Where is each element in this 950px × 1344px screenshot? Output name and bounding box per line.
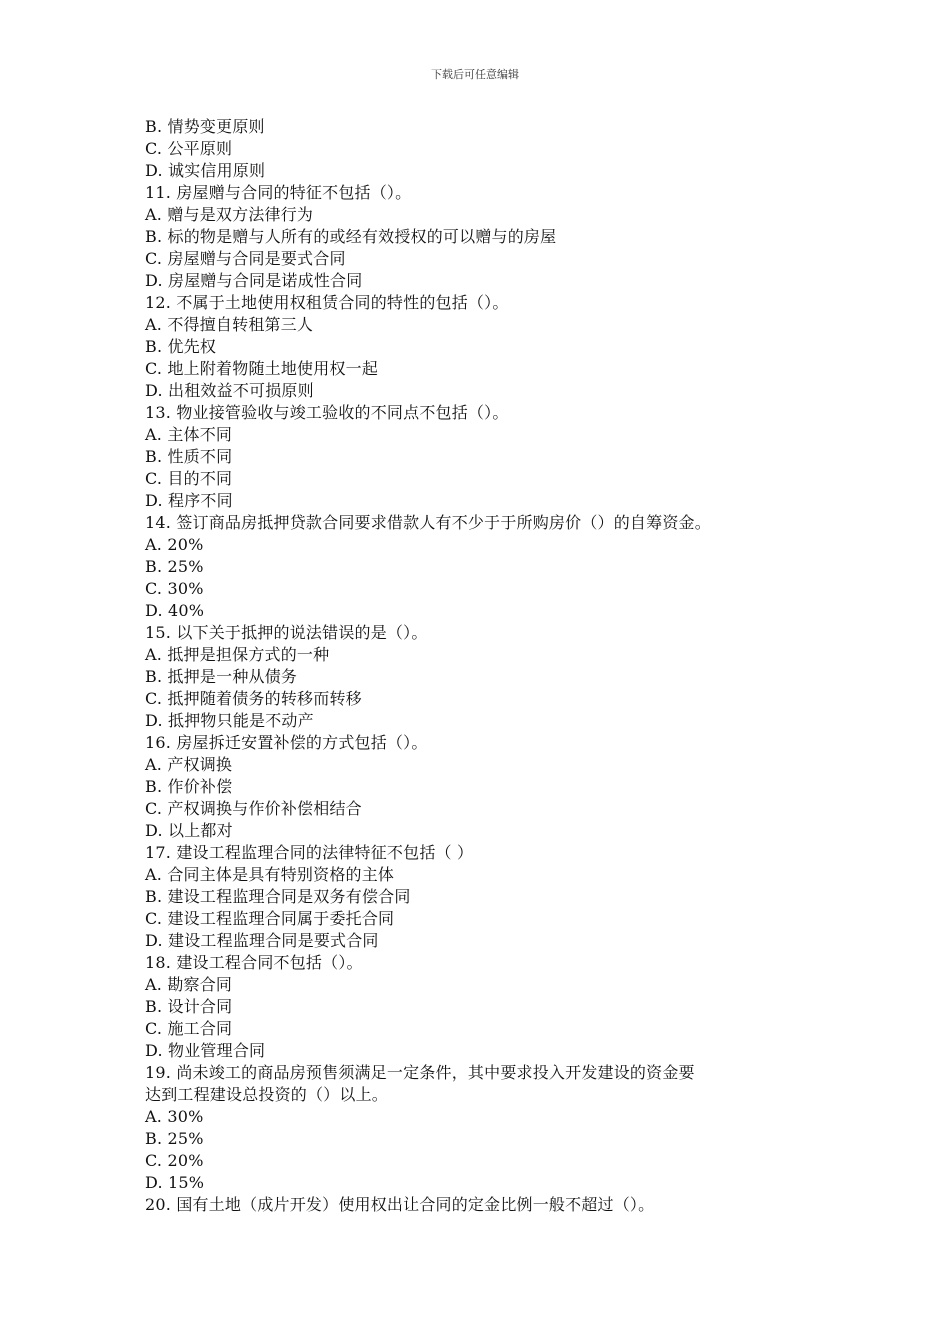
option-line: B. 标的物是赠与人所有的或经有效授权的可以赠与的房屋 (145, 227, 557, 246)
question-line: 16. 房屋拆迁安置补偿的方式包括（）。 (145, 733, 428, 752)
page-header-note: 下载后可任意编辑 (431, 68, 519, 81)
option-line: B. 情势变更原则 (145, 117, 265, 136)
question-line-continued: 达到工程建设总投资的（）以上。 (145, 1085, 389, 1104)
option-line: B. 优先权 (145, 337, 217, 356)
document-body (145, 116, 825, 1216)
option-line: A. 产权调换 (145, 755, 233, 774)
option-line: A. 合同主体是具有特别资格的主体 (145, 865, 395, 884)
option-line: C. 地上附着物随土地使用权一起 (145, 359, 379, 378)
option-line: C. 目的不同 (145, 469, 233, 488)
question-line: 18. 建设工程合同不包括（）。 (145, 953, 363, 972)
option-line: B. 建设工程监理合同是双务有偿合同 (145, 887, 411, 906)
question-line: 19. 尚未竣工的商品房预售须满足一定条件，其中要求投入开发建设的资金要 (145, 1063, 695, 1082)
option-line: A. 30% (145, 1107, 204, 1126)
option-line: A. 勘察合同 (145, 975, 233, 994)
option-line: C. 公平原则 (145, 139, 233, 158)
option-line: D. 建设工程监理合同是要式合同 (145, 931, 379, 950)
question-line: 12. 不属于土地使用权租赁合同的特性的包括（）。 (145, 293, 509, 312)
option-line: A. 赠与是双方法律行为 (145, 205, 314, 224)
option-line: C. 20% (145, 1151, 204, 1170)
option-line: B. 抵押是一种从债务 (145, 667, 298, 686)
option-line: C. 建设工程监理合同属于委托合同 (145, 909, 395, 928)
option-line: C. 施工合同 (145, 1019, 233, 1038)
option-line: B. 性质不同 (145, 447, 233, 466)
question-line: 20. 国有土地（成片开发）使用权出让合同的定金比例一般不超过（）。 (145, 1195, 655, 1214)
option-line: C. 抵押随着债务的转移而转移 (145, 689, 362, 708)
question-line: 13. 物业接管验收与竣工验收的不同点不包括（）。 (145, 403, 509, 422)
option-line: D. 房屋赠与合同是诺成性合同 (145, 271, 363, 290)
option-line: A. 20% (145, 535, 204, 554)
option-line: A. 抵押是担保方式的一种 (145, 645, 330, 664)
option-line: D. 40% (145, 601, 205, 620)
option-line: D. 出租效益不可损原则 (145, 381, 314, 400)
option-line: D. 程序不同 (145, 491, 233, 510)
option-line: C. 产权调换与作价补偿相结合 (145, 799, 362, 818)
option-line: C. 30% (145, 579, 204, 598)
question-line: 15. 以下关于抵押的说法错误的是（）。 (145, 623, 428, 642)
option-line: C. 房屋赠与合同是要式合同 (145, 249, 346, 268)
option-line: B. 作价补偿 (145, 777, 233, 796)
question-line: 14. 签订商品房抵押贷款合同要求借款人有不少于于所购房价（）的自筹资金。 (145, 513, 711, 532)
option-line: B. 25% (145, 557, 204, 576)
option-line: D. 物业管理合同 (145, 1041, 266, 1060)
question-line: 11. 房屋赠与合同的特征不包括（）。 (145, 183, 412, 202)
option-line: A. 主体不同 (145, 425, 233, 444)
option-line: D. 15% (145, 1173, 205, 1192)
option-line: B. 设计合同 (145, 997, 233, 1016)
option-line: D. 抵押物只能是不动产 (145, 711, 314, 730)
option-line: A. 不得擅自转租第三人 (145, 315, 314, 334)
option-line: B. 25% (145, 1129, 204, 1148)
option-line: D. 诚实信用原则 (145, 161, 266, 180)
option-line: D. 以上都对 (145, 821, 233, 840)
question-line: 17. 建设工程监理合同的法律特征不包括（ ） (145, 843, 474, 862)
